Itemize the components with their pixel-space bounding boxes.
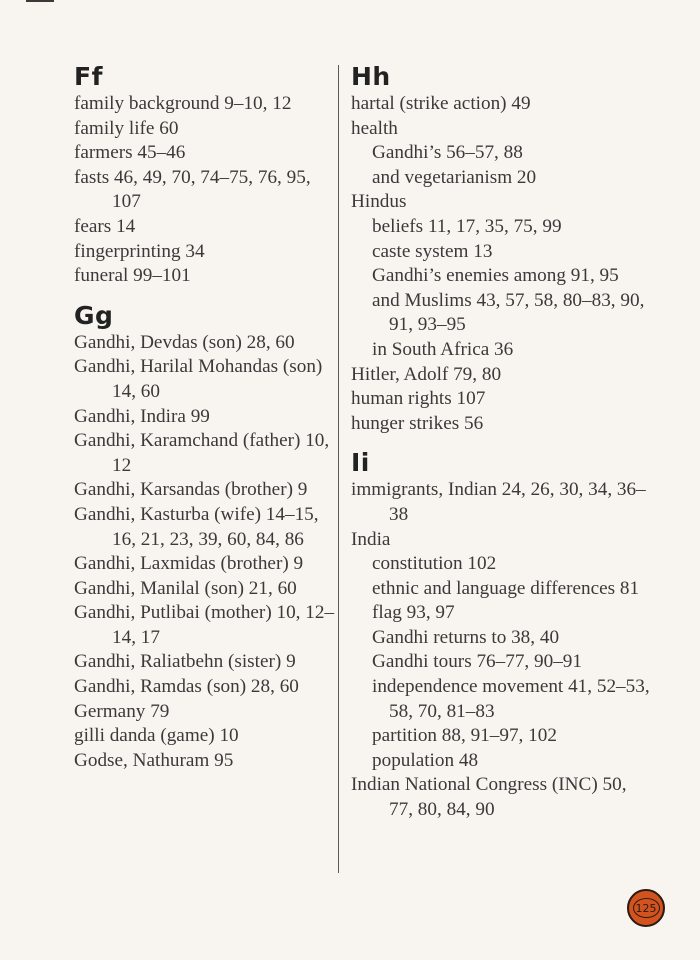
letter-heading-f: Ff bbox=[74, 62, 103, 91]
index-entry: Gandhi, Manilal (son) 21, 60 bbox=[74, 577, 297, 599]
index-entry: Gandhi, Indira 99 bbox=[74, 405, 210, 427]
page-number: 125 bbox=[633, 898, 660, 918]
index-entry: Gandhi, Ramdas (son) 28, 60 bbox=[74, 676, 299, 698]
index-entry: Gandhi, Harilal Mohandas (son) 14, 60 bbox=[74, 356, 323, 402]
index-group-g bbox=[74, 301, 336, 774]
index-subentry: independence movement 41, 52–53, 58, 70, 81–83 bbox=[372, 676, 650, 722]
index-group-f bbox=[74, 62, 336, 289]
index-subentry: and Muslims 43, 57, 58, 80–83, 90, 91, 93–95 bbox=[372, 289, 645, 336]
index-entry: Gandhi, Raliatbehn (sister) 9 bbox=[74, 651, 296, 673]
index-entry: Gandhi, Kasturba (wife) 14–15, 16, 21, 23, 39, 60, 84, 86 bbox=[74, 503, 319, 550]
page-number-badge bbox=[627, 889, 665, 927]
index-entry: Indian National Congress (INC) 50, 77, 80, 84, 90 bbox=[351, 774, 627, 821]
column-divider bbox=[338, 65, 339, 873]
index-entry: fingerprinting 34 bbox=[74, 240, 205, 262]
index-entry: health bbox=[351, 117, 398, 139]
index-group-i bbox=[351, 448, 651, 822]
index-entry: Germany 79 bbox=[74, 700, 170, 722]
index-entry: hunger strikes 56 bbox=[351, 412, 484, 434]
index-subentry: Gandhi tours 76–77, 90–91 bbox=[372, 651, 582, 673]
index-entry: fasts 46, 49, 70, 74–75, 76, 95, 107 bbox=[74, 166, 311, 213]
letter-heading-g: Gg bbox=[74, 300, 114, 330]
index-entry: fears 14 bbox=[74, 215, 136, 237]
index-entry: Godse, Nathuram 95 bbox=[74, 749, 234, 771]
index-subentry: caste system 13 bbox=[372, 240, 493, 262]
index-entry: Gandhi, Putlibai (mother) 10, 12–14, 17 bbox=[74, 602, 335, 648]
index-entry: family background 9–10, 12 bbox=[74, 93, 292, 114]
index-entry: gilli danda (game) 10 bbox=[74, 725, 239, 747]
index-subentry: Gandhi’s 56–57, 88 bbox=[372, 142, 523, 164]
index-entry: Gandhi, Devdas (son) 28, 60 bbox=[74, 331, 295, 353]
letter-heading-h: Hh bbox=[351, 62, 391, 91]
index-subentry: population 48 bbox=[372, 749, 479, 771]
index-subentry: flag 93, 97 bbox=[372, 602, 455, 624]
index-subentry: beliefs 11, 17, 35, 75, 99 bbox=[372, 215, 562, 237]
index-entry: India bbox=[351, 528, 391, 550]
index-subentry: ethnic and language differences 81 bbox=[372, 577, 640, 599]
index-subentry: Gandhi returns to 38, 40 bbox=[372, 626, 560, 648]
index-entry: Gandhi, Karsandas (brother) 9 bbox=[74, 479, 308, 501]
top-rule bbox=[26, 0, 54, 2]
index-entry: Gandhi, Karamchand (father) 10, 12 bbox=[74, 430, 330, 476]
index-subentry: in South Africa 36 bbox=[372, 338, 514, 360]
index-entry: hartal (strike action) 49 bbox=[351, 93, 531, 114]
index-entry: Gandhi, Laxmidas (brother) 9 bbox=[74, 553, 304, 575]
index-entry: Hindus bbox=[351, 191, 407, 213]
index-entry: family life 60 bbox=[74, 117, 179, 139]
index-subentry: partition 88, 91–97, 102 bbox=[372, 725, 557, 747]
index-entry: immigrants, Indian 24, 26, 30, 34, 36–38 bbox=[351, 479, 646, 525]
index-entry: Hitler, Adolf 79, 80 bbox=[351, 363, 502, 385]
index-subentry: Gandhi’s enemies among 91, 95 bbox=[372, 265, 619, 287]
letter-heading-i: Ii bbox=[351, 448, 370, 478]
index-entry: farmers 45–46 bbox=[74, 142, 186, 164]
index-entry: funeral 99–101 bbox=[74, 265, 191, 287]
index-subentry: and vegetarianism 20 bbox=[372, 166, 537, 188]
index-entry: human rights 107 bbox=[351, 388, 486, 410]
index-column-left bbox=[74, 62, 336, 785]
index-subentry: constitution 102 bbox=[372, 553, 497, 575]
index-column-right bbox=[351, 62, 651, 835]
index-group-h bbox=[351, 62, 651, 436]
